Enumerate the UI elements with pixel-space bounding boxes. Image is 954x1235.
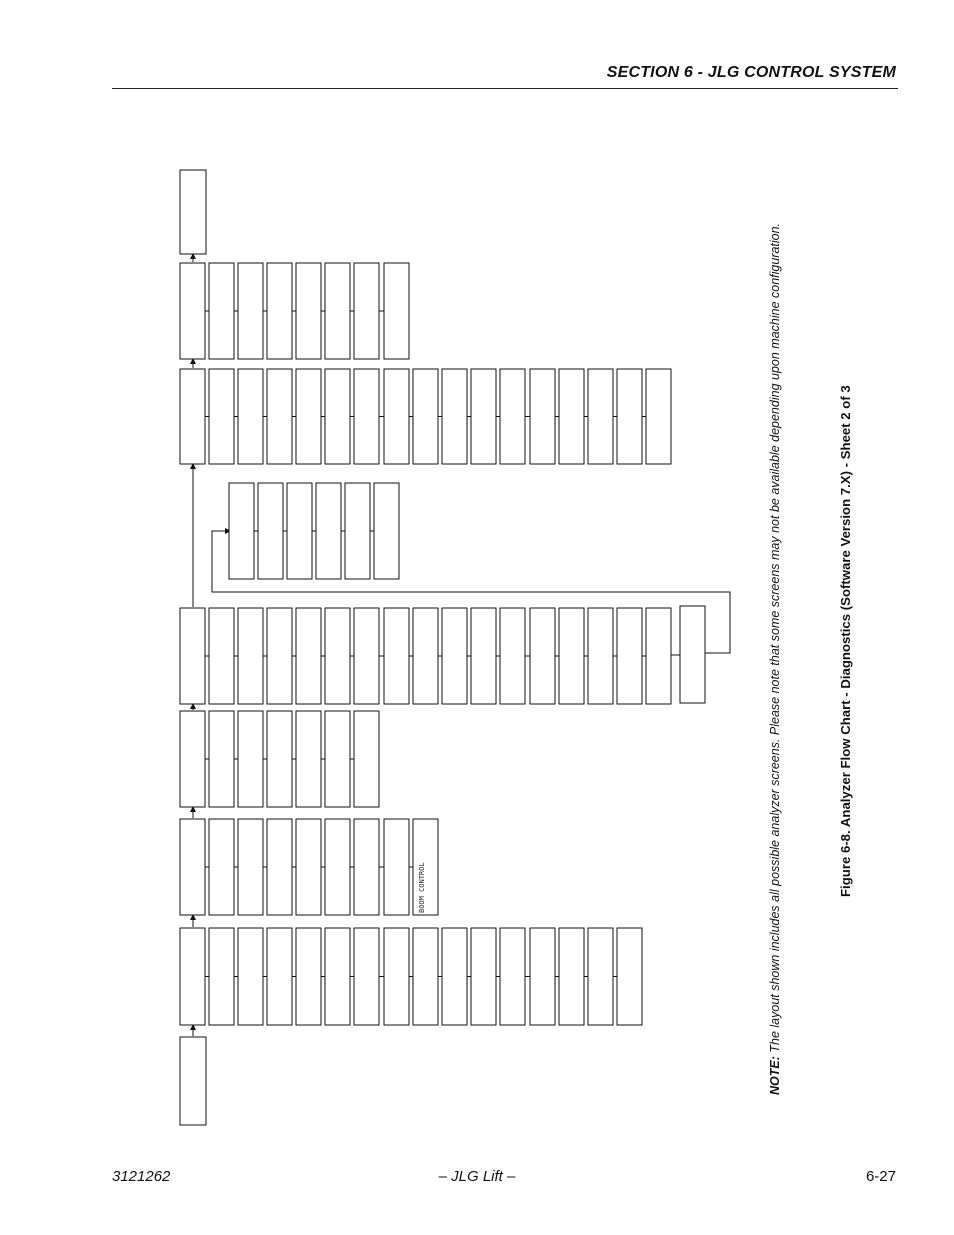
flow-box-row-b-1 <box>180 263 205 359</box>
flow-box-row-b-6 <box>325 263 350 359</box>
flow-box-row-a-11 <box>471 369 496 464</box>
flow-box-row-e-6 <box>325 711 350 807</box>
flow-box-row-e-7 <box>354 711 379 807</box>
flow-box-row-a-14 <box>559 369 584 464</box>
flow-box-row-a-17 <box>646 369 671 464</box>
flow-box-row-a-4 <box>267 369 292 464</box>
flow-box-row-b-5 <box>296 263 321 359</box>
flow-box-row-f-2 <box>209 819 234 915</box>
flow-box-row-a-10 <box>442 369 467 464</box>
flow-box-row-a-2 <box>209 369 234 464</box>
flow-box-row-a-16 <box>617 369 642 464</box>
flow-box-row-a-6 <box>325 369 350 464</box>
flow-box-row-d-17 <box>646 608 671 704</box>
flow-box-row-a-5 <box>296 369 321 464</box>
section-title: SECTION 6 - JLG CONTROL SYSTEM <box>606 64 896 81</box>
flow-box-row-d-6 <box>325 608 350 704</box>
flow-box-row-g-2 <box>209 928 234 1025</box>
note-label: NOTE: <box>768 1056 782 1095</box>
flow-box-row-g-12 <box>500 928 525 1025</box>
flow-box-row-d-11 <box>471 608 496 704</box>
flow-box-row-f-4 <box>267 819 292 915</box>
flow-box-row-b-2 <box>209 263 234 359</box>
flow-box-row-e-5 <box>296 711 321 807</box>
flow-box-row-c-4 <box>316 483 341 579</box>
footer-brand: – JLG Lift – <box>438 1168 516 1185</box>
flow-box-row-f-3 <box>238 819 263 915</box>
flow-box-row-c-2 <box>258 483 283 579</box>
flow-box-row-d-15 <box>588 608 613 704</box>
flow-box-row-d-3 <box>238 608 263 704</box>
flow-box-row-c-6 <box>374 483 399 579</box>
flow-box-row-f-6 <box>325 819 350 915</box>
flow-box-row-d-13 <box>530 608 555 704</box>
flow-box-row-a-3 <box>238 369 263 464</box>
flow-box-row-a-15 <box>588 369 613 464</box>
flow-box-row-g-11 <box>471 928 496 1025</box>
flow-box-row-a-7 <box>354 369 379 464</box>
boom-control-screen-label: BOOM CONTROL <box>418 862 426 913</box>
page-number: 6-27 <box>865 1168 896 1185</box>
figure-note <box>767 190 784 1095</box>
flow-box-row-g-7 <box>354 928 379 1025</box>
flow-box-row-f-1 <box>180 819 205 915</box>
flow-box-row-g-8 <box>384 928 409 1025</box>
flow-box-row-b-8 <box>384 263 409 359</box>
flow-box-row-d-extra <box>680 606 705 703</box>
flow-box-row-a-8 <box>384 369 409 464</box>
flow-box-row-d-5 <box>296 608 321 704</box>
flow-box-row-d-12 <box>500 608 525 704</box>
flow-box-row-d-1 <box>180 608 205 704</box>
doc-number: 3121262 <box>112 1168 171 1185</box>
flow-box-row-c-5 <box>345 483 370 579</box>
flow-box-row-d-14 <box>559 608 584 704</box>
flow-box-row-g-16 <box>617 928 642 1025</box>
flow-box-row-d-7 <box>354 608 379 704</box>
flow-box-row-d-4 <box>267 608 292 704</box>
flow-box-row-d-2 <box>209 608 234 704</box>
note-text: The layout shown includes all possible analyzer screens. Please note that some screens may not be available depending upon machine configuration. <box>768 222 782 1053</box>
flow-box-row-a-12 <box>500 369 525 464</box>
figure-caption: Figure 6-8. Analyzer Flow Chart - Diagnostics (Software Version 7.X) - Sheet 2 of 3 <box>838 385 853 897</box>
flow-box-row-b-3 <box>238 263 263 359</box>
flow-box-row-c-3 <box>287 483 312 579</box>
flow-box-row-g-10 <box>442 928 467 1025</box>
flow-box-row-g-15 <box>588 928 613 1025</box>
flow-box-row-d-16 <box>617 608 642 704</box>
flow-box-row-a-9 <box>413 369 438 464</box>
flow-box-row-f-7 <box>354 819 379 915</box>
flow-box-row-d-9 <box>413 608 438 704</box>
flow-box-row-g-4 <box>267 928 292 1025</box>
flow-box-bottom <box>180 1037 206 1125</box>
flow-box-row-g-1 <box>180 928 205 1025</box>
flow-box-row-g-13 <box>530 928 555 1025</box>
flow-box-row-e-1 <box>180 711 205 807</box>
flow-box-row-e-4 <box>267 711 292 807</box>
flow-box-row-e-2 <box>209 711 234 807</box>
flow-box-row-g-14 <box>559 928 584 1025</box>
flow-box-row-a-1 <box>180 369 205 464</box>
flow-box-row-d-10 <box>442 608 467 704</box>
flow-box-row-e-3 <box>238 711 263 807</box>
flow-box-row-b-4 <box>267 263 292 359</box>
flow-box-row-f-5 <box>296 819 321 915</box>
flow-box-row-g-3 <box>238 928 263 1025</box>
flow-box-row-b-7 <box>354 263 379 359</box>
flow-box-row-c-1 <box>229 483 254 579</box>
flow-box-row-g-9 <box>413 928 438 1025</box>
flow-box-row-g-5 <box>296 928 321 1025</box>
flow-box-top <box>180 170 206 254</box>
flow-box-row-f-8 <box>384 819 409 915</box>
flow-box-row-a-13 <box>530 369 555 464</box>
flow-box-row-d-8 <box>384 608 409 704</box>
flow-box-row-g-6 <box>325 928 350 1025</box>
